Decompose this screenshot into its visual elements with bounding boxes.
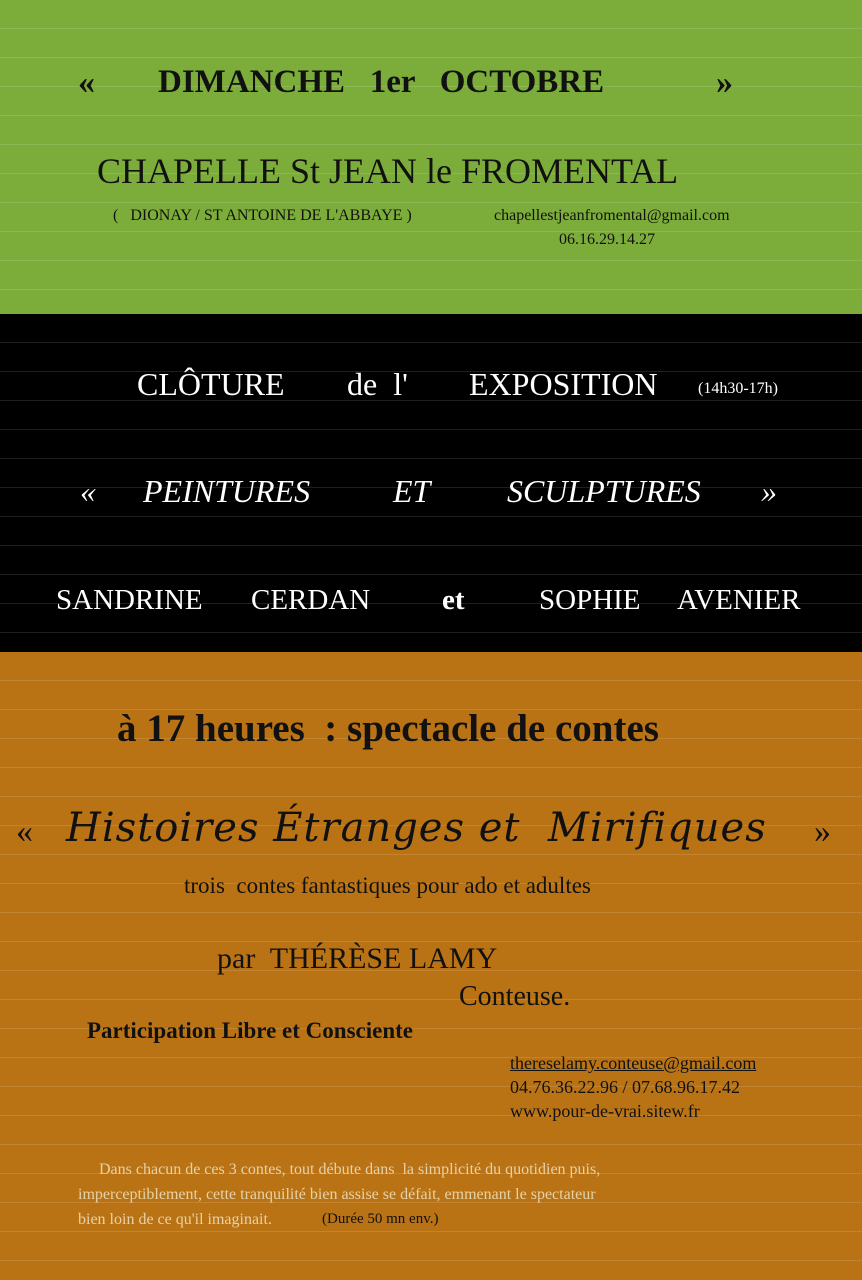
storyteller-phones: 04.76.36.22.96 / 07.68.96.17.42 <box>510 1077 741 1097</box>
works-paintings: PEINTURES <box>143 473 311 509</box>
venue-email: chapellestjeanfromental@gmail.com <box>494 207 730 224</box>
show-duration: (Durée 50 mn env.) <box>322 1211 439 1227</box>
storyteller-role: Conteuse. <box>459 981 571 1012</box>
title-quote-close: » <box>814 813 831 850</box>
show-time: à 17 heures : spectacle de contes <box>117 707 659 750</box>
artist-2-first: SOPHIE <box>539 584 641 616</box>
description-line-3: bien loin de ce qu'il imaginait. <box>78 1211 272 1228</box>
storyteller-email[interactable]: thereselamy.conteuse@gmail.com <box>510 1053 757 1073</box>
works-and: ET <box>393 473 431 509</box>
venue-phone: 06.16.29.14.27 <box>559 231 655 248</box>
venue-name: CHAPELLE St JEAN le FROMENTAL <box>97 151 679 191</box>
storyteller-website[interactable]: www.pour-de-vrai.sitew.fr <box>510 1101 700 1121</box>
description-line-1: Dans chacun de ces 3 contes, tout débute dans la simplicité du quotidien puis, <box>99 1161 601 1178</box>
artist-2-last: AVENIER <box>677 584 801 616</box>
works-quote-close: » <box>761 473 777 509</box>
storyteller-name: par THÉRÈSE LAMY <box>217 942 498 975</box>
artist-1-last: CERDAN <box>251 584 371 616</box>
date-quote-open: « <box>78 64 95 101</box>
artists-and: et <box>442 584 465 616</box>
venue-location: ( DIONAY / ST ANTOINE DE L'ABBAYE ) <box>113 207 412 224</box>
closing-word: CLÔTURE <box>137 366 285 402</box>
exhibition-hours: (14h30-17h) <box>698 380 778 397</box>
exhibition-word: EXPOSITION <box>469 366 658 402</box>
show-subtitle: trois contes fantastiques pour ado et adultes <box>184 873 591 898</box>
date-quote-close: » <box>716 64 733 101</box>
event-date: DIMANCHE 1er OCTOBRE <box>158 64 605 100</box>
works-sculptures: SCULPTURES <box>507 473 701 509</box>
works-quote-open: « <box>80 473 96 509</box>
title-quote-open: « <box>16 813 33 850</box>
participation: Participation Libre et Consciente <box>87 1018 413 1043</box>
description-line-2: imperceptiblement, cette tranquilité bien assise se défait, emmenant le spectateur <box>78 1186 596 1203</box>
show-title: Histoires Étranges et Mirifiques <box>66 805 767 851</box>
artist-1-first: SANDRINE <box>56 584 203 616</box>
closing-of: de l' <box>347 366 408 402</box>
